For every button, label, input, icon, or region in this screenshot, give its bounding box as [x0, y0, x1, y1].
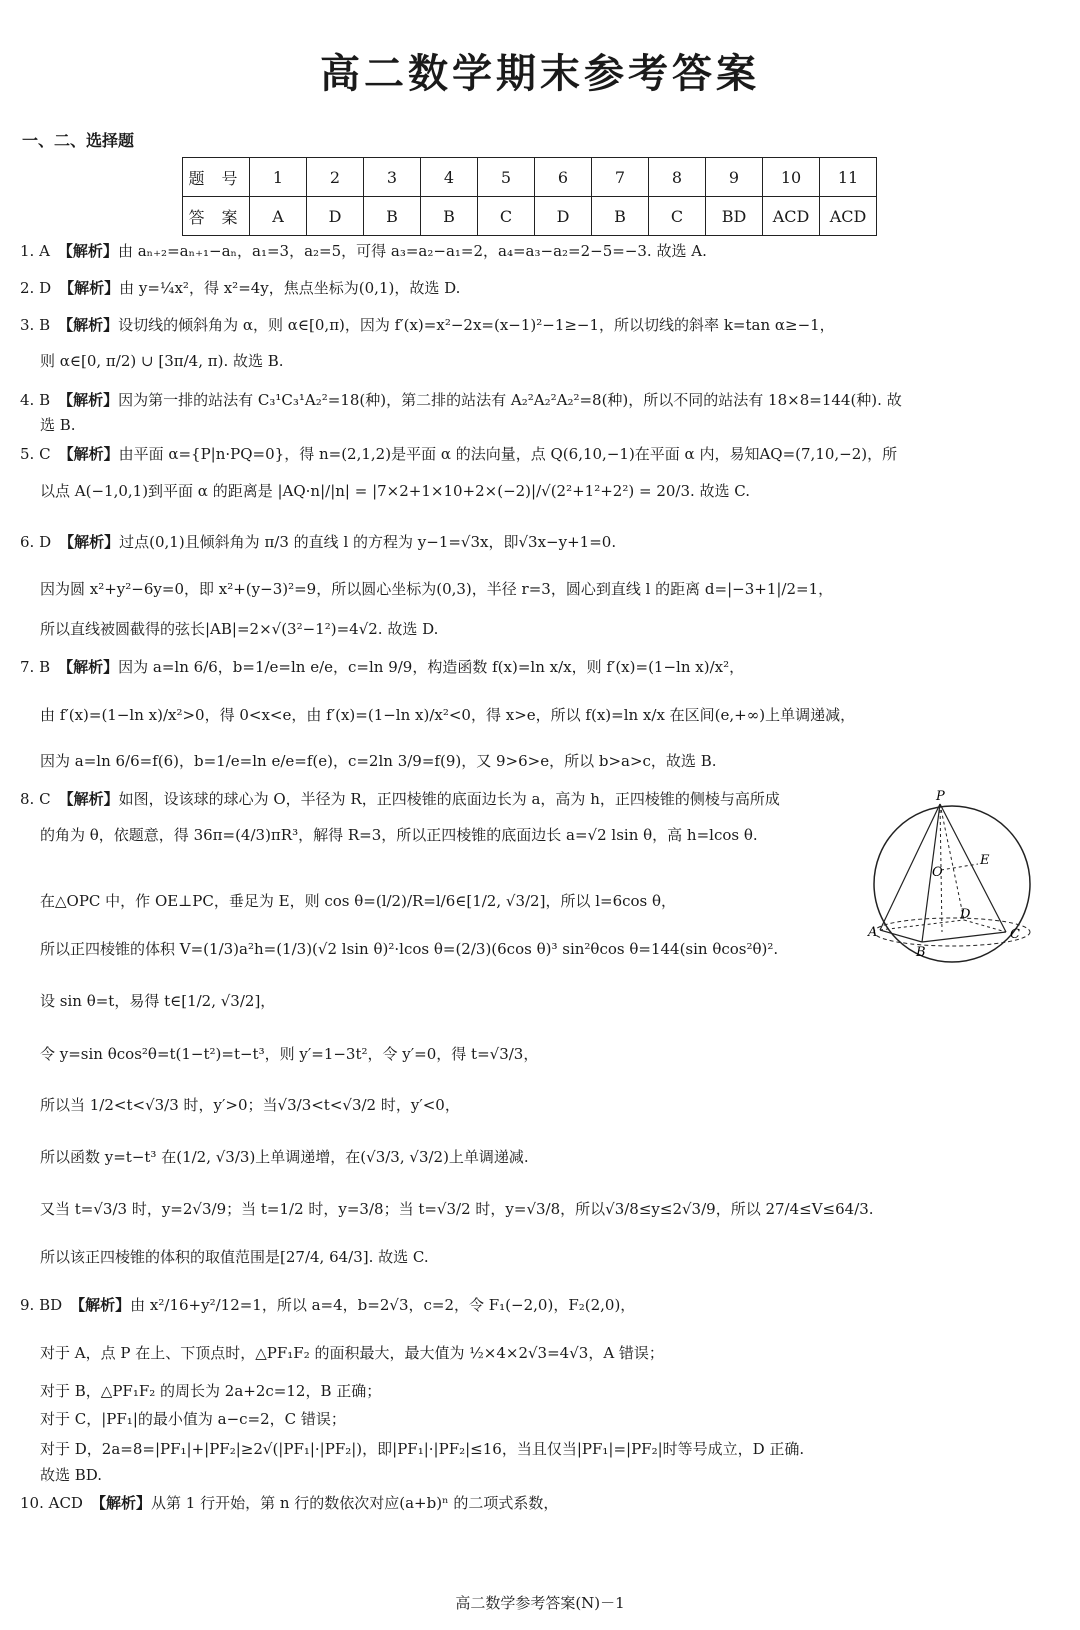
solution-line: 选 B. — [40, 416, 76, 434]
solution-line: 2. D 【解析】由 y=¼x²，得 x²=4y，焦点坐标为(0,1)，故选 D. — [20, 279, 461, 297]
solution-line: 所以直线被圆截得的弦长|AB|=2×√(3²−1²)=4√2. 故选 D. — [40, 620, 439, 638]
solution-line: 所以当 1/2<t<√3/3 时，y′>0；当√3/3<t<√3/2 时，y′<0， — [40, 1096, 460, 1114]
page-title: 高二数学期末参考答案 — [320, 51, 760, 97]
answer-table — [182, 157, 877, 236]
label-b: B — [916, 945, 926, 960]
solution-line: 又当 t=√3/3 时，y=2√3/9；当 t=1/2 时，y=3/8；当 t=√3/2 时，y=√3/8，所以√3/8≤y≤2√3/9，所以 27/4≤V≤64/3. — [40, 1200, 874, 1218]
table-cell: B — [421, 197, 478, 236]
solution-line: 对于 B，△PF₁F₂ 的周长为 2a+2c=12，B 正确； — [40, 1382, 382, 1400]
label-p: P — [936, 789, 945, 804]
base-ad — [880, 920, 964, 930]
base-bc — [922, 932, 1006, 942]
solution-line: 所以该正四棱锥的体积的取值范围是[27/4, 64/3]. 故选 C. — [40, 1248, 429, 1266]
solution-line: 4. B 【解析】因为第一排的站法有 C₃¹C₃¹A₂²=18(种)，第二排的站法有 A₂²A₂²A₂²=8(种)，所以不同的站法有 18×8=144(种). 故 — [20, 391, 902, 409]
solution-line: 3. B 【解析】设切线的倾斜角为 α，则 α∈[0,π)，因为 f′(x)=x²−2x=(x−1)²−1≥−1，所以切线的斜率 k=tan α≥−1， — [20, 316, 835, 334]
label-c: C — [1010, 927, 1020, 942]
table-cell: ACD — [763, 197, 820, 236]
solution-line: 则 α∈[0, π/2) ∪ [3π/4, π). 故选 B. — [40, 352, 284, 370]
solution-line: 6. D 【解析】过点(0,1)且倾斜角为 π/3 的直线 l 的方程为 y−1=√3x，即√3x−y+1=0. — [20, 533, 617, 551]
table-cell: D — [307, 197, 364, 236]
solution-line: 7. B 【解析】因为 a=ln 6/6，b=1/e=ln e/e，c=ln 9/9，构造函数 f(x)=ln x/x，则 f′(x)=(1−ln x)/x²， — [20, 658, 745, 676]
equator-ellipse — [874, 918, 1030, 946]
table-cell: 3 — [364, 158, 421, 197]
table-cell: 4 — [421, 158, 478, 197]
label-a: A — [868, 925, 878, 940]
solution-line: 由 f′(x)=(1−ln x)/x²>0，得 0<x<e，由 f′(x)=(1−ln x)/x²<0，得 x>e，所以 f(x)=ln x/x 在区间(e,+∞)上单调递减， — [40, 706, 856, 724]
solution-line: 1. A 【解析】由 aₙ₊₂=aₙ₊₁−aₙ，a₁=3，a₂=5，可得 a₃=a₂−a₁=2，a₄=a₃−a₂=2−5=−3. 故选 A. — [20, 242, 707, 260]
table-cell: B — [364, 197, 421, 236]
solution-line: 5. C 【解析】由平面 α={P|n·PQ=0}，得 n=(2,1,2)是平面 α 的法向量，点 Q(6,10,−1)在平面 α 内，易知AQ=(7,10,−2)，所 — [20, 445, 898, 463]
table-cell: ACD — [820, 197, 877, 236]
table-cell: 2 — [307, 158, 364, 197]
label-e: E — [980, 853, 990, 868]
table-cell: 8 — [649, 158, 706, 197]
solution-line: 设 sin θ=t，易得 t∈[1/2, √3/2]， — [40, 992, 276, 1010]
row-label-number: 题 号 — [183, 158, 250, 197]
table-cell: B — [592, 197, 649, 236]
solution-line: 对于 A，点 P 在上、下顶点时，△PF₁F₂ 的面积最大，最大值为 ½×4×2√3=4√3，A 错误； — [40, 1344, 664, 1362]
table-cell: 10 — [763, 158, 820, 197]
solution-line: 对于 D，2a=8=|PF₁|+|PF₂|≥2√(|PF₁|·|PF₂|)，即|PF₁|·|PF₂|≤16，当且仅当|PF₁|=|PF₂|时等号成立，D 正确. — [40, 1440, 805, 1458]
solution-line: 10. ACD 【解析】从第 1 行开始，第 n 行的数依次对应(a+b)ⁿ 的二项式系数， — [20, 1494, 559, 1512]
table-cell: BD — [706, 197, 763, 236]
solution-line: 因为 a=ln 6/6=f(6)，b=1/e=ln e/e=f(e)，c=2ln 3/9=f(9)，又 9>6>e，所以 b>a>c，故选 B. — [40, 752, 717, 770]
solution-line: 所以函数 y=t−t³ 在(1/2, √3/3)上单调递增，在(√3/3, √3/2)上单调递减. — [40, 1148, 529, 1166]
sphere-pyramid-figure — [868, 789, 1060, 962]
solution-line: 所以正四棱锥的体积 V=(1/3)a²h=(1/3)(√2 lsin θ)²·lcos θ=(2/3)(6cos θ)³ sin²θcos θ=144(sin θcos²θ)². — [40, 940, 779, 958]
table-cell: C — [649, 197, 706, 236]
solution-line: 9. BD 【解析】由 x²/16+y²/12=1，所以 a=4，b=2√3，c=2，令 F₁(−2,0)，F₂(2,0)， — [20, 1296, 636, 1314]
table-cell: 9 — [706, 158, 763, 197]
table-cell: D — [535, 197, 592, 236]
table-cell: 11 — [820, 158, 877, 197]
label-o: O — [932, 865, 943, 880]
table-row-numbers — [183, 158, 877, 197]
page-footer: 高二数学参考答案(N)－1 — [455, 1594, 625, 1612]
solution-line: 在△OPC 中，作 OE⊥PC，垂足为 E，则 cos θ=(l/2)/R=l/6∈[1/2, √3/2]，所以 l=6cos θ， — [40, 892, 677, 910]
table-cell: C — [478, 197, 535, 236]
label-d: D — [960, 907, 971, 922]
table-cell: 6 — [535, 158, 592, 197]
solution-line: 以点 A(−1,0,1)到平面 α 的距离是 |AQ·n|/|n| = |7×2+1×10+2×(−2)|/√(2²+1²+2²) = 20/3. 故选 C. — [40, 482, 751, 500]
edge-pc — [940, 804, 1006, 932]
table-cell: 7 — [592, 158, 649, 197]
base-ab — [880, 930, 922, 942]
section-heading: 一、二、选择题 — [22, 131, 135, 150]
table-cell: 5 — [478, 158, 535, 197]
solution-line: 的角为 θ，依题意，得 36π=(4/3)πR³，解得 R=3，所以正四棱锥的底面边长 a=√2 lsin θ，高 h=lcos θ. — [40, 826, 758, 844]
edge-pd — [940, 804, 964, 920]
table-cell: 1 — [250, 158, 307, 197]
table-row-answers — [183, 197, 877, 236]
solution-line: 令 y=sin θcos²θ=t(1−t²)=t−t³，则 y′=1−3t²，令 y′=0，得 t=√3/3， — [40, 1045, 539, 1063]
solution-line: 故选 BD. — [40, 1466, 103, 1484]
row-label-answer: 答 案 — [183, 197, 250, 236]
solution-line: 8. C 【解析】如图，设该球的球心为 O，半径为 R，正四棱锥的底面边长为 a，高为 h，正四棱锥的侧棱与高所成 — [20, 790, 780, 808]
edge-pa — [880, 804, 940, 930]
table-cell: A — [250, 197, 307, 236]
solution-line: 因为圆 x²+y²−6y=0，即 x²+(y−3)²=9，所以圆心坐标为(0,3)，半径 r=3，圆心到直线 l 的距离 d=|−3+1|/2=1， — [40, 580, 834, 598]
solution-line: 对于 C，|PF₁|的最小值为 a−c=2，C 错误； — [40, 1410, 346, 1428]
